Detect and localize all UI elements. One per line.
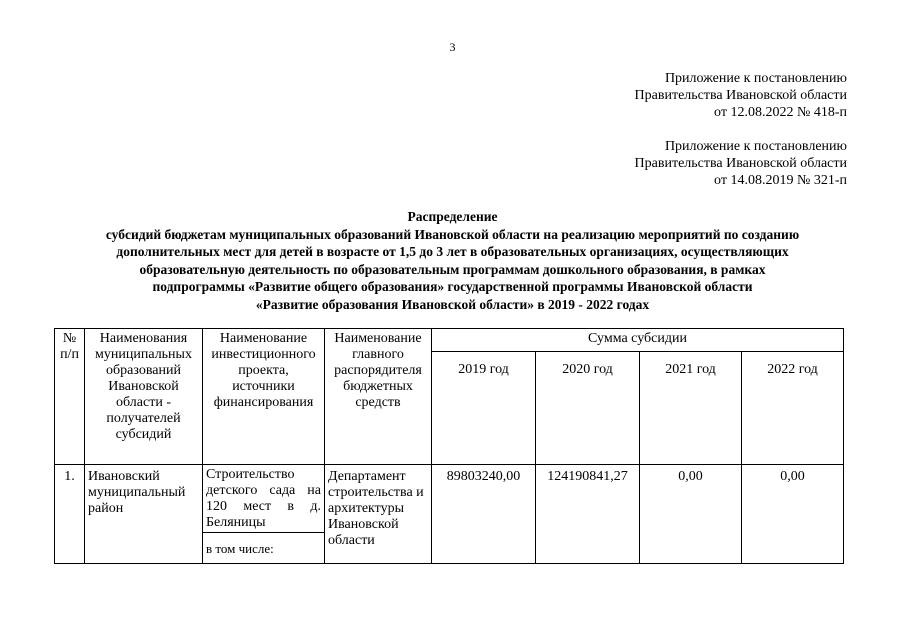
header-year-2022: 2022 год [742,352,844,465]
title-line: «Развитие образования Ивановской области» в 2019 - 2022 годах [255,296,650,312]
appendix-line: от 12.08.2022 № 418-п [714,105,847,120]
row-administrator: Департамент строительства и архитектуры Ивановской области [325,465,432,564]
page-number: 3 [449,40,456,54]
header-year-2020: 2020 год [536,352,640,465]
row-project: Строительство детского сада на 120 мест в д. Беляницы [203,465,324,533]
title-heading: Распределение [407,209,498,224]
appendix-line: Приложение к постановлению [664,139,847,154]
title-line: субсидий бюджетам муниципальных образований Ивановской области на реализацию мероприятий по созданию [105,226,800,242]
row-project-sub: в том числе: [206,541,274,556]
title-line: дополнительных мест для детей в возрасте от 1,5 до 3 лет в образовательных организациях, осуществляющих [116,244,789,259]
header-number: № п/п [55,329,85,465]
header-administrator: Наименование главного распорядителя бюджетных средств [325,329,432,465]
table-header-row [55,329,844,352]
header-project: Наименование инвестиционного проекта, источники финансирования [203,329,325,465]
row-value-2020: 124190841,27 [536,465,640,564]
appendix-reference-2019 [635,138,847,189]
table-row [55,465,844,564]
appendix-reference-2022 [635,70,847,121]
header-year-2019: 2019 год [432,352,536,465]
row-value-2022: 0,00 [742,465,844,564]
appendix-line: Правительства Ивановской области [634,88,847,103]
row-value-2021: 0,00 [640,465,742,564]
appendix-line: Приложение к постановлению [664,71,847,86]
header-municipality: Наименования муниципальных образований Ивановской области - получателей субсидий [85,329,203,465]
title-line: образовательную деятельность по образовательным программам дошкольного образования, в рамках [139,261,766,277]
row-number: 1. [55,465,85,564]
header-subsidy-sum: Сумма субсидии [432,329,844,352]
title-line: подпрограммы «Развитие общего образования» государственной программы Ивановской области [152,279,753,294]
subsidy-distribution-table [54,328,844,564]
row-value-2019: 89803240,00 [432,465,536,564]
document-title [40,208,865,313]
header-year-2021: 2021 год [640,352,742,465]
row-municipality: Ивановский муниципальный район [85,465,203,564]
appendix-line: Правительства Ивановской области [634,156,847,171]
appendix-line: от 14.08.2019 № 321-п [714,173,847,188]
row-project-cell [203,465,325,564]
